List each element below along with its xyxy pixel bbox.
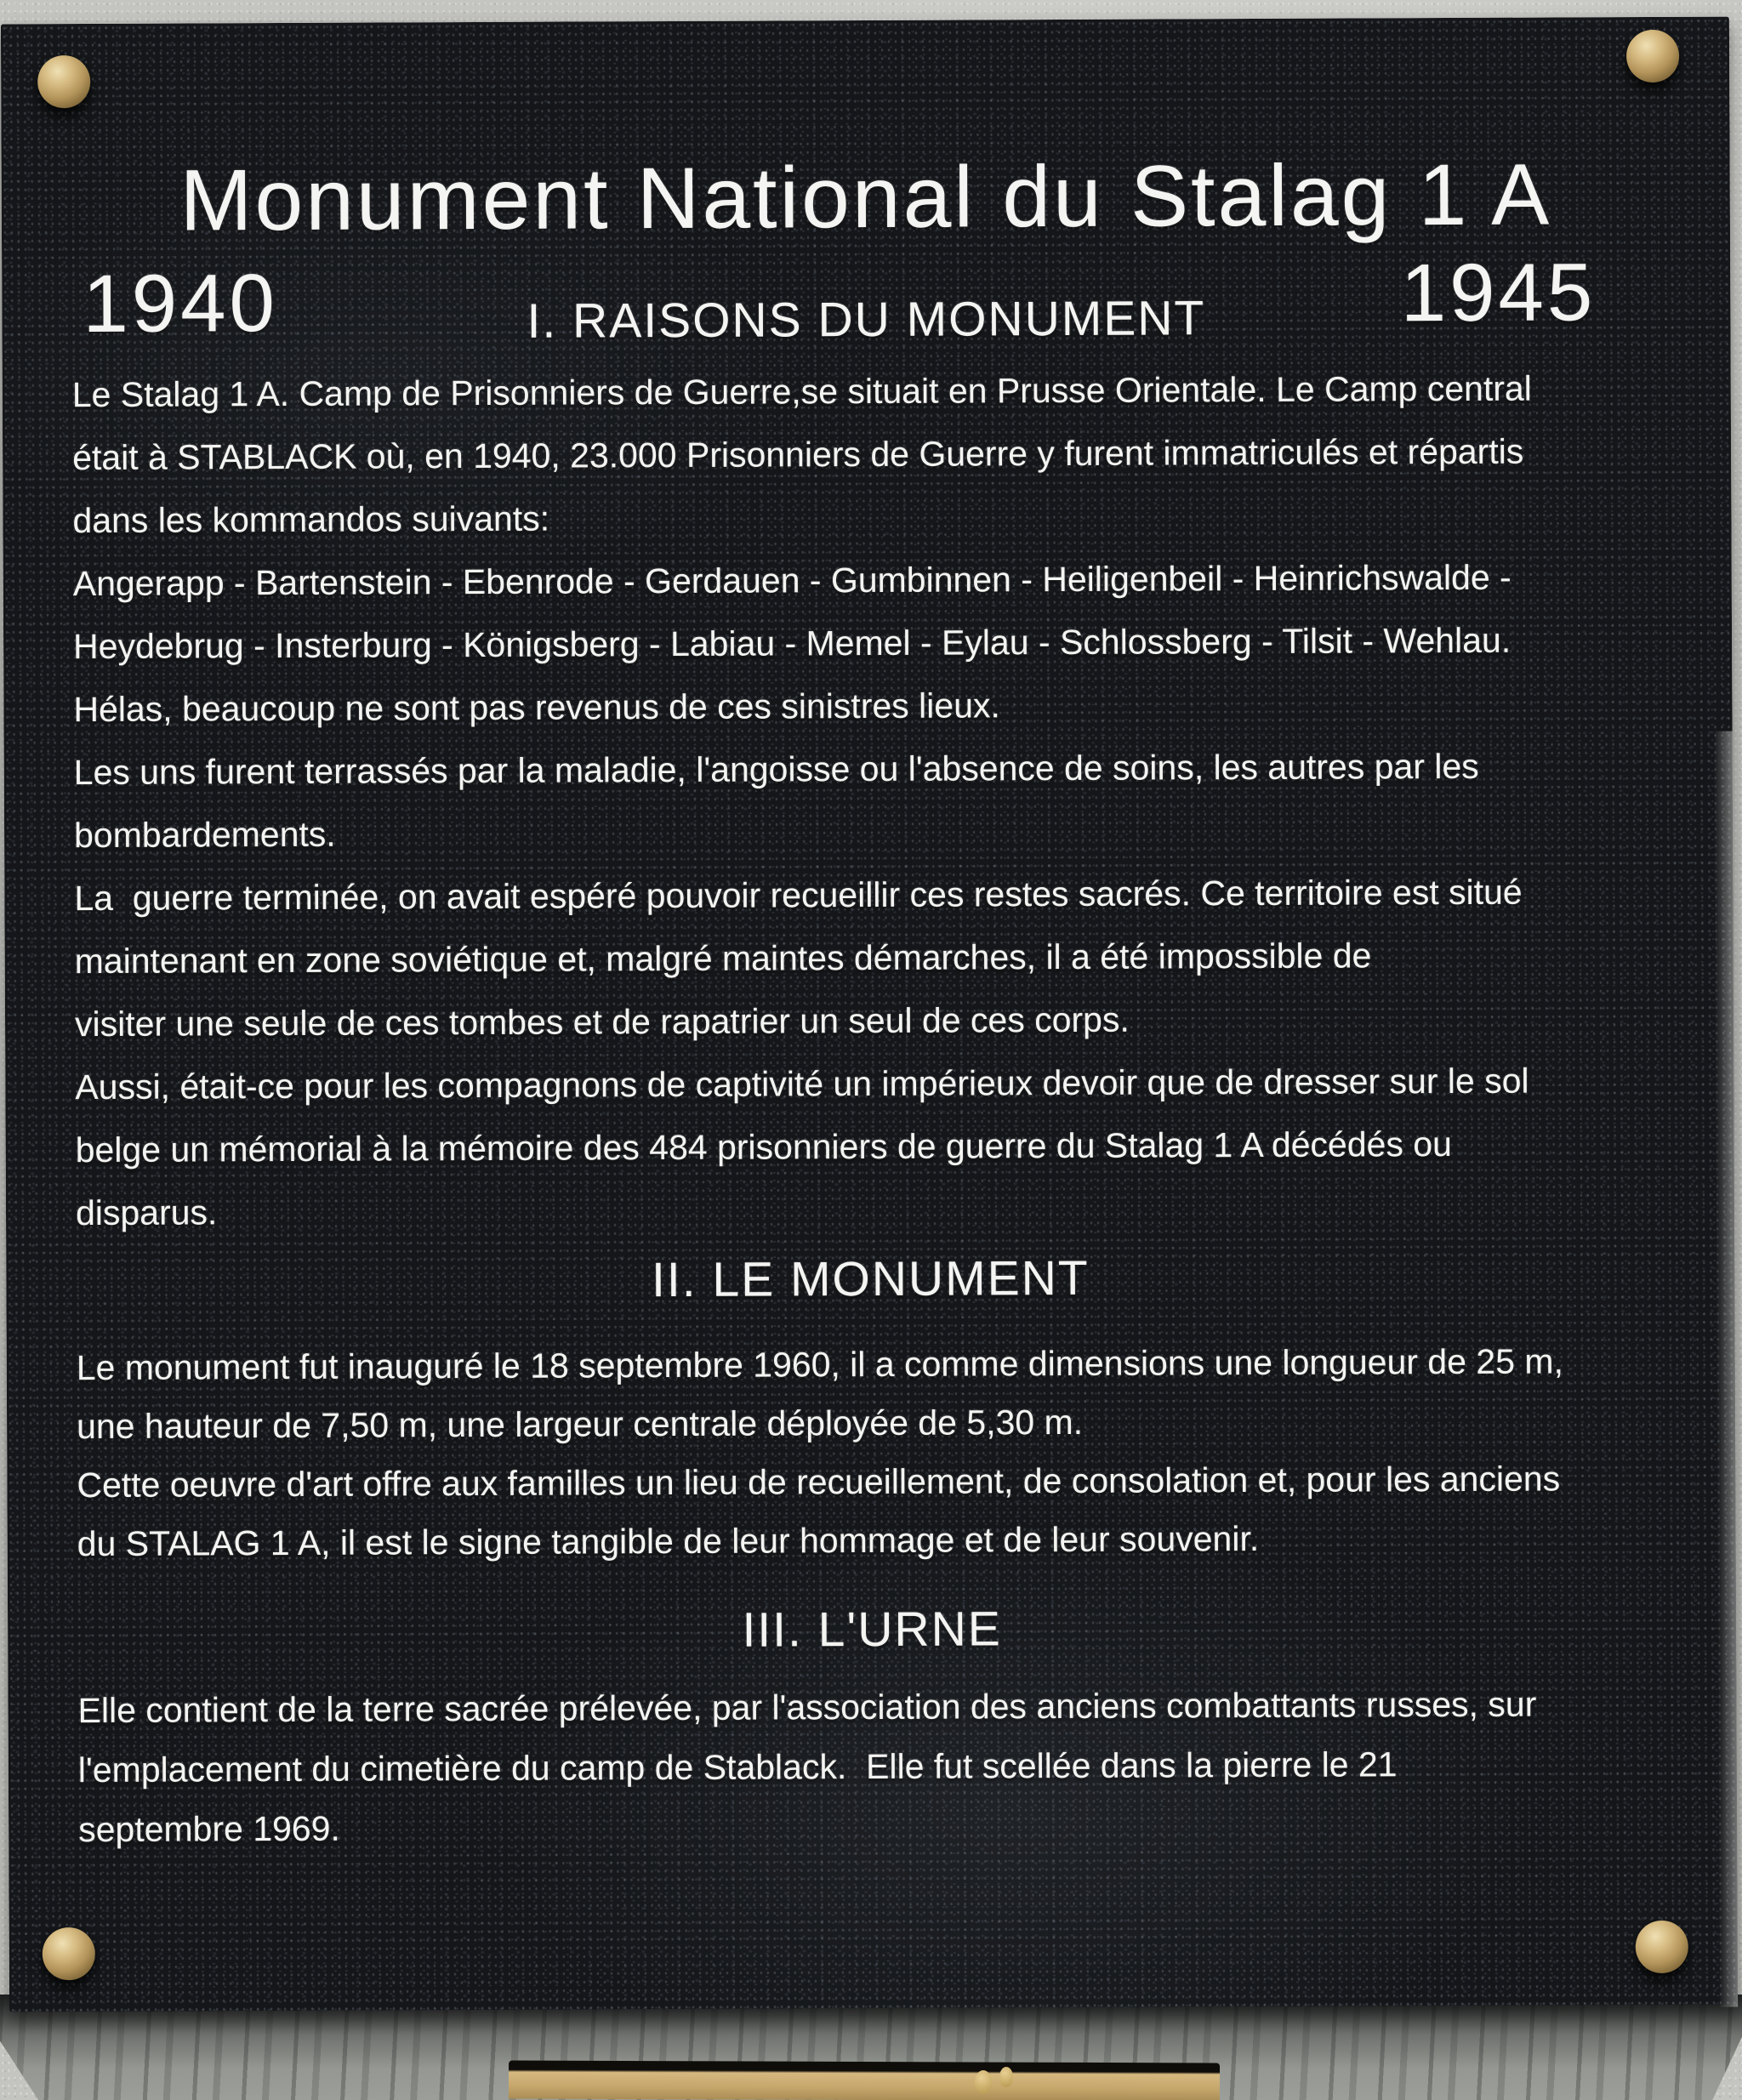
body-line: Cette oeuvre d'art offre aux familles un lieu de recueillement, de consolation et, pour les anciens	[77, 1459, 1561, 1505]
mounting-screw-top-right	[1626, 30, 1679, 83]
section-heading-urne: III. L'URNE	[742, 1602, 1002, 1658]
body-line: Le monument fut inauguré le 18 septembre 1960, il a comme dimensions une longueur de 25 m,	[76, 1341, 1563, 1388]
body-line: était à STABLACK où, en 1940, 23.000 Prisonniers de Guerre y furent immatriculés et répartis	[72, 431, 1524, 478]
body-line: disparus.	[75, 1192, 218, 1233]
mounting-screw-top-left	[37, 55, 90, 108]
body-line: septembre 1969.	[78, 1808, 340, 1850]
section-heading-raisons: I. RAISONS DU MONUMENT	[527, 291, 1206, 349]
granite-plaque	[1, 17, 1738, 2012]
mounting-screw-bottom-left	[43, 1927, 95, 1980]
body-line: dans les kommandos suivants:	[72, 498, 550, 541]
body-line: La guerre terminée, on avait espéré pouvoir recueillir ces restes sacrés. Ce territoire est situé	[74, 872, 1523, 919]
body-line: du STALAG 1 A, il est le signe tangible de leur hommage et de leur souvenir.	[77, 1519, 1260, 1564]
plaque-edge-highlight	[1714, 731, 1739, 2007]
mounting-screw-bottom-right	[1636, 1921, 1688, 1973]
body-line: Angerapp - Bartenstein - Ebenrode - Gerdauen - Gumbinnen - Heiligenbeil - Heinrichswalde -	[72, 557, 1511, 604]
body-line: Heydebrug - Insterburg - Königsberg - Labiau - Memel - Eylau - Schlossberg - Tilsit - Wehlau.	[73, 620, 1511, 667]
body-line: bombardements.	[73, 814, 336, 856]
stone-pebble	[999, 2067, 1013, 2087]
plaque-title: Monument National du Stalag 1 A	[179, 145, 1552, 249]
year-end: 1945	[1400, 247, 1597, 339]
section-monument-text	[77, 1332, 1702, 1574]
body-line: une hauteur de 7,50 m, une largeur centrale déployée de 5,30 m.	[77, 1402, 1084, 1447]
body-line: Aussi, était-ce pour les compagnons de captivité un impérieux devoir que de dresser sur le sol	[75, 1061, 1529, 1107]
section-heading-monument: II. LE MONUMENT	[651, 1250, 1090, 1308]
stone-ledge	[509, 2061, 1220, 2100]
body-line: belge un mémorial à la mémoire des 484 prisonniers de guerre du Stalag 1 A décédés ou	[75, 1124, 1452, 1170]
body-line: l'emplacement du cimetière du camp de Stablack. Elle fut scellée dans la pierre le 21	[77, 1744, 1398, 1790]
body-line: Hélas, beaucoup ne sont pas revenus de ces sinistres lieux.	[73, 686, 1000, 730]
body-line: Elle contient de la terre sacrée prélevée, par l'association des anciens combattants russes, sur	[77, 1684, 1537, 1731]
section-urne-text	[77, 1674, 1703, 1859]
body-line: Les uns furent terrassés par la maladie, l'angoisse ou l'absence de soins, les autres par les	[73, 746, 1479, 793]
body-line: visiter une seule de ces tombes et de rapatrier un seul de ces corps.	[74, 999, 1130, 1044]
section-raisons-text	[72, 356, 1701, 1244]
year-start: 1940	[83, 258, 279, 350]
body-line: maintenant en zone soviétique et, malgré maintes démarches, il a été impossible de	[74, 936, 1372, 982]
stone-pebble	[975, 2070, 992, 2094]
body-line: Le Stalag 1 A. Camp de Prisonniers de Guerre,se situait en Prusse Orientale. Le Camp central	[71, 368, 1532, 415]
